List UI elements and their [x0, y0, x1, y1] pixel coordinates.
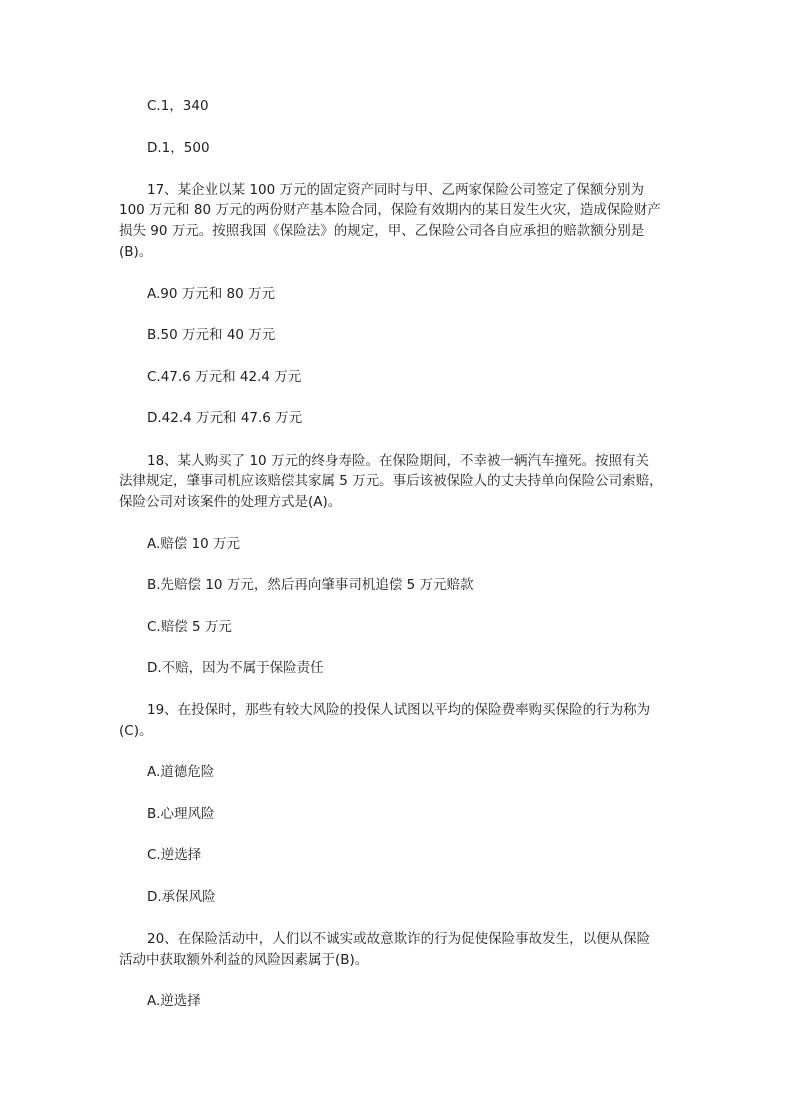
question-20-line-1: 20、在保险活动中，人们以不诚实或故意欺诈的行为促使保险事故发生，以便从保险 [147, 931, 651, 947]
question-18-option-c: C.赔偿 5 万元 [147, 619, 232, 635]
question-17-line-1: 17、某企业以某 100 万元的固定资产同时与甲、乙两家保险公司签定了保额分别为 [147, 182, 645, 198]
question-17-line-3: 损失 90 万元。按照我国《保险法》的规定，甲、乙保险公司各自应承担的赔款额分别是 [119, 223, 645, 239]
question-18-line-3: 保险公司对该案件的处理方式是(A)。 [119, 494, 342, 510]
question-19-line-2: (C)。 [119, 723, 153, 739]
option-d-prev: D.1，500 [147, 140, 210, 156]
question-18-line-2: 法律规定，肇事司机应该赔偿其家属 5 万元。事后该被保险人的丈夫持单向保险公司索赔， [119, 473, 663, 489]
question-18-option-d: D.不赔，因为不属于保险责任 [147, 660, 324, 676]
question-19-option-b: B.心理风险 [147, 806, 215, 822]
question-17-option-b: B.50 万元和 40 万元 [147, 327, 276, 343]
question-17-line-2: 100 万元和 80 万元的两份财产基本险合同，保险有效期内的某日发生火灾，造成保险财产 [119, 202, 661, 218]
question-17-option-a: A.90 万元和 80 万元 [147, 286, 276, 302]
question-17-option-d: D.42.4 万元和 47.6 万元 [147, 410, 303, 426]
question-19-option-d: D.承保风险 [147, 889, 216, 905]
question-20-line-2: 活动中获取额外利益的风险因素属于(B)。 [119, 952, 369, 968]
question-19-line-1: 19、在投保时，那些有较大风险的投保人试图以平均的保险费率购买保险的行为称为 [147, 702, 651, 718]
question-17-line-4: (B)。 [119, 244, 153, 260]
question-19-option-a: A.道德危险 [147, 764, 215, 780]
question-17-option-c: C.47.6 万元和 42.4 万元 [147, 369, 302, 385]
question-18-option-a: A.赔偿 10 万元 [147, 536, 241, 552]
question-18-line-1: 18、某人购买了 10 万元的终身寿险。在保险期间，不幸被一辆汽车撞死。按照有关 [147, 453, 649, 469]
option-c-prev: C.1，340 [147, 98, 209, 114]
question-20-option-a: A.逆选择 [147, 993, 201, 1009]
question-18-option-b: B.先赔偿 10 万元，然后再向肇事司机追偿 5 万元赔款 [147, 577, 474, 593]
question-19-option-c: C.逆选择 [147, 847, 202, 863]
